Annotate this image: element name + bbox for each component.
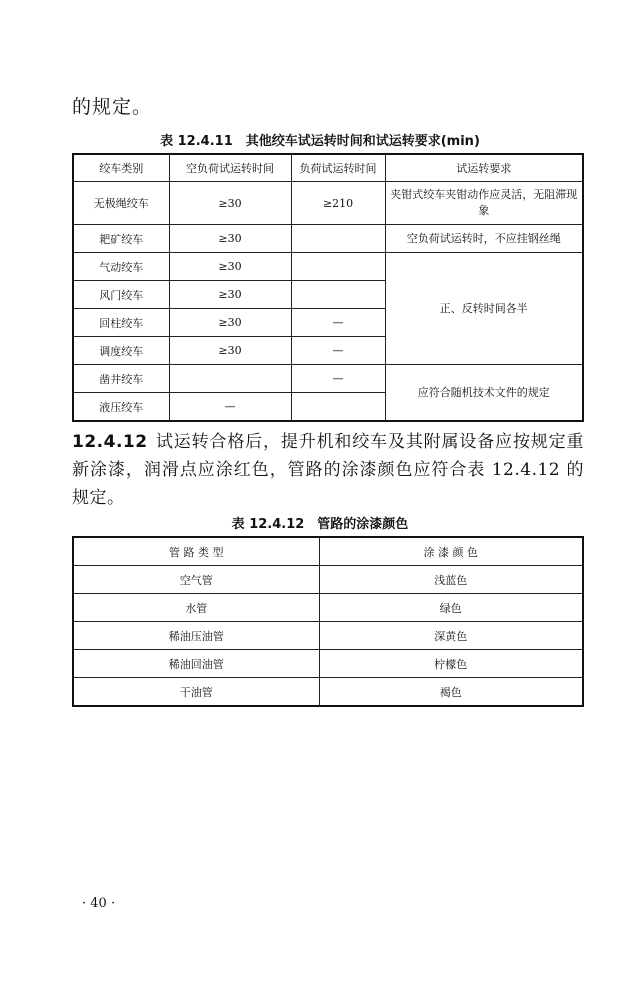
winch-type: 凿井绞车 <box>73 365 169 393</box>
requirement: 空负荷试运转时，不应挂钢丝绳 <box>385 225 583 253</box>
load-time: ≥210 <box>291 182 385 225</box>
table-row <box>73 225 583 253</box>
load-time <box>291 253 385 281</box>
load-time: — <box>291 337 385 365</box>
no-load-time: ≥30 <box>169 225 291 253</box>
table-header-row <box>73 537 583 566</box>
no-load-time: ≥30 <box>169 309 291 337</box>
lead-text: 的规定。 <box>72 96 153 118</box>
no-load-time: — <box>169 393 291 422</box>
pipe-type: 稀油压油管 <box>73 622 319 650</box>
header-paint-color: 涂 漆 颜 色 <box>319 537 583 566</box>
pipe-color-table <box>72 536 584 707</box>
winch-type: 气动绞车 <box>73 253 169 281</box>
winch-type: 无极绳绞车 <box>73 182 169 225</box>
table-row <box>73 650 583 678</box>
table-header-row <box>73 154 583 182</box>
merged-requirement-1: 正、反转时间各半 <box>385 253 583 365</box>
winch-type: 液压绞车 <box>73 393 169 422</box>
load-time: — <box>291 365 385 393</box>
paint-color: 褐色 <box>319 678 583 707</box>
merged-requirement-2: 应符合随机技术文件的规定 <box>385 365 583 422</box>
clause-text: 试运转合格后，提升机和绞车及其附属设备应按规定重新涂漆，润滑点应涂红色，管路的涂漆颜色应符合表 12.4.12 的规定。 <box>72 432 584 508</box>
clause-number: 12.4.12 <box>72 432 148 452</box>
paint-color: 浅蓝色 <box>319 566 583 594</box>
table-row <box>73 678 583 707</box>
table-row <box>73 253 583 281</box>
paint-color: 柠檬色 <box>319 650 583 678</box>
table1-caption: 表 12.4.11 其他绞车试运转时间和试运转要求(min) <box>160 134 480 149</box>
page-number: · 40 · <box>82 896 116 911</box>
header-winch-type: 绞车类别 <box>73 154 169 182</box>
winch-test-table <box>72 153 584 422</box>
pipe-type: 水管 <box>73 594 319 622</box>
table2-caption: 表 12.4.12 管路的涂漆颜色 <box>231 517 409 532</box>
table-row <box>73 365 583 393</box>
clause-paragraph <box>72 428 584 512</box>
no-load-time: ≥30 <box>169 182 291 225</box>
header-pipe-type: 管 路 类 型 <box>73 537 319 566</box>
no-load-time <box>169 365 291 393</box>
load-time: — <box>291 309 385 337</box>
requirement: 夹钳式绞车夹钳动作应灵活，无阻滞现象 <box>385 182 583 225</box>
winch-type: 风门绞车 <box>73 281 169 309</box>
table-row <box>73 566 583 594</box>
paint-color: 绿色 <box>319 594 583 622</box>
header-no-load-time: 空负荷试运转时间 <box>169 154 291 182</box>
pipe-type: 稀油回油管 <box>73 650 319 678</box>
load-time <box>291 281 385 309</box>
pipe-type: 干油管 <box>73 678 319 707</box>
load-time <box>291 393 385 422</box>
pipe-type: 空气管 <box>73 566 319 594</box>
header-load-time: 负荷试运转时间 <box>291 154 385 182</box>
no-load-time: ≥30 <box>169 253 291 281</box>
paint-color: 深黄色 <box>319 622 583 650</box>
winch-type: 耙矿绞车 <box>73 225 169 253</box>
no-load-time: ≥30 <box>169 337 291 365</box>
table-row <box>73 622 583 650</box>
no-load-time: ≥30 <box>169 281 291 309</box>
load-time <box>291 225 385 253</box>
winch-type: 回柱绞车 <box>73 309 169 337</box>
table-row <box>73 594 583 622</box>
winch-type: 调度绞车 <box>73 337 169 365</box>
table-row <box>73 182 583 225</box>
header-requirement: 试运转要求 <box>385 154 583 182</box>
